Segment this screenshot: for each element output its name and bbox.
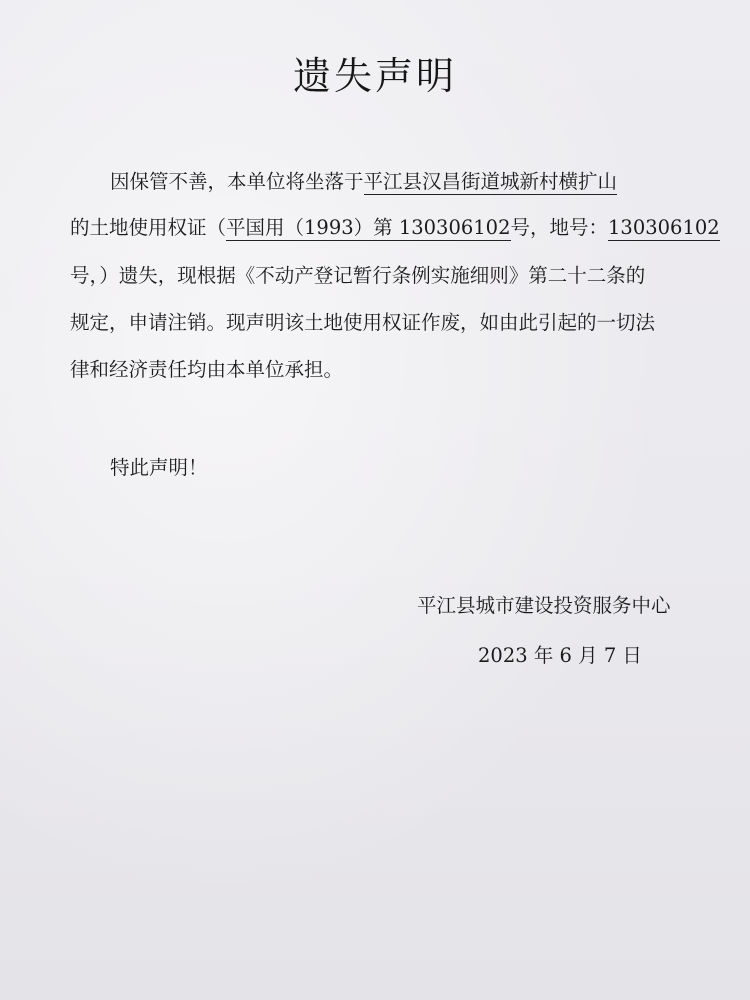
body-line-5: 律和经济责任均由本单位承担。 — [70, 358, 344, 381]
body-line-3: 号，）遗失，现根据《不动产登记暂行条例实施细则》第二十二条的 — [70, 264, 646, 287]
document-title: 遗失声明 — [292, 54, 457, 98]
body-line-2 — [70, 213, 750, 243]
certificate-number-field: 平国用（1993）第 130306102 — [226, 216, 511, 239]
body-text: 因保管不善，本单位将坐落于 — [110, 170, 364, 193]
closing-statement: 特此声明！ — [110, 456, 208, 479]
body-text: 的土地使用权证（ — [70, 216, 227, 239]
parcel-number-field: 130306102 — [608, 216, 720, 239]
signing-organization: 平江县城市建设投资服务中心 — [417, 594, 671, 617]
body-line-1 — [110, 167, 750, 197]
body-line-4: 规定，申请注销。现声明该土地使用权证作废，如由此引起的一切法 — [70, 311, 656, 334]
body-text: 号，地号： — [510, 216, 609, 239]
signing-date: 2023 年 6 月 7 日 — [478, 644, 642, 667]
location-field: 平江县汉昌街道城新村横扩山 — [363, 170, 618, 193]
